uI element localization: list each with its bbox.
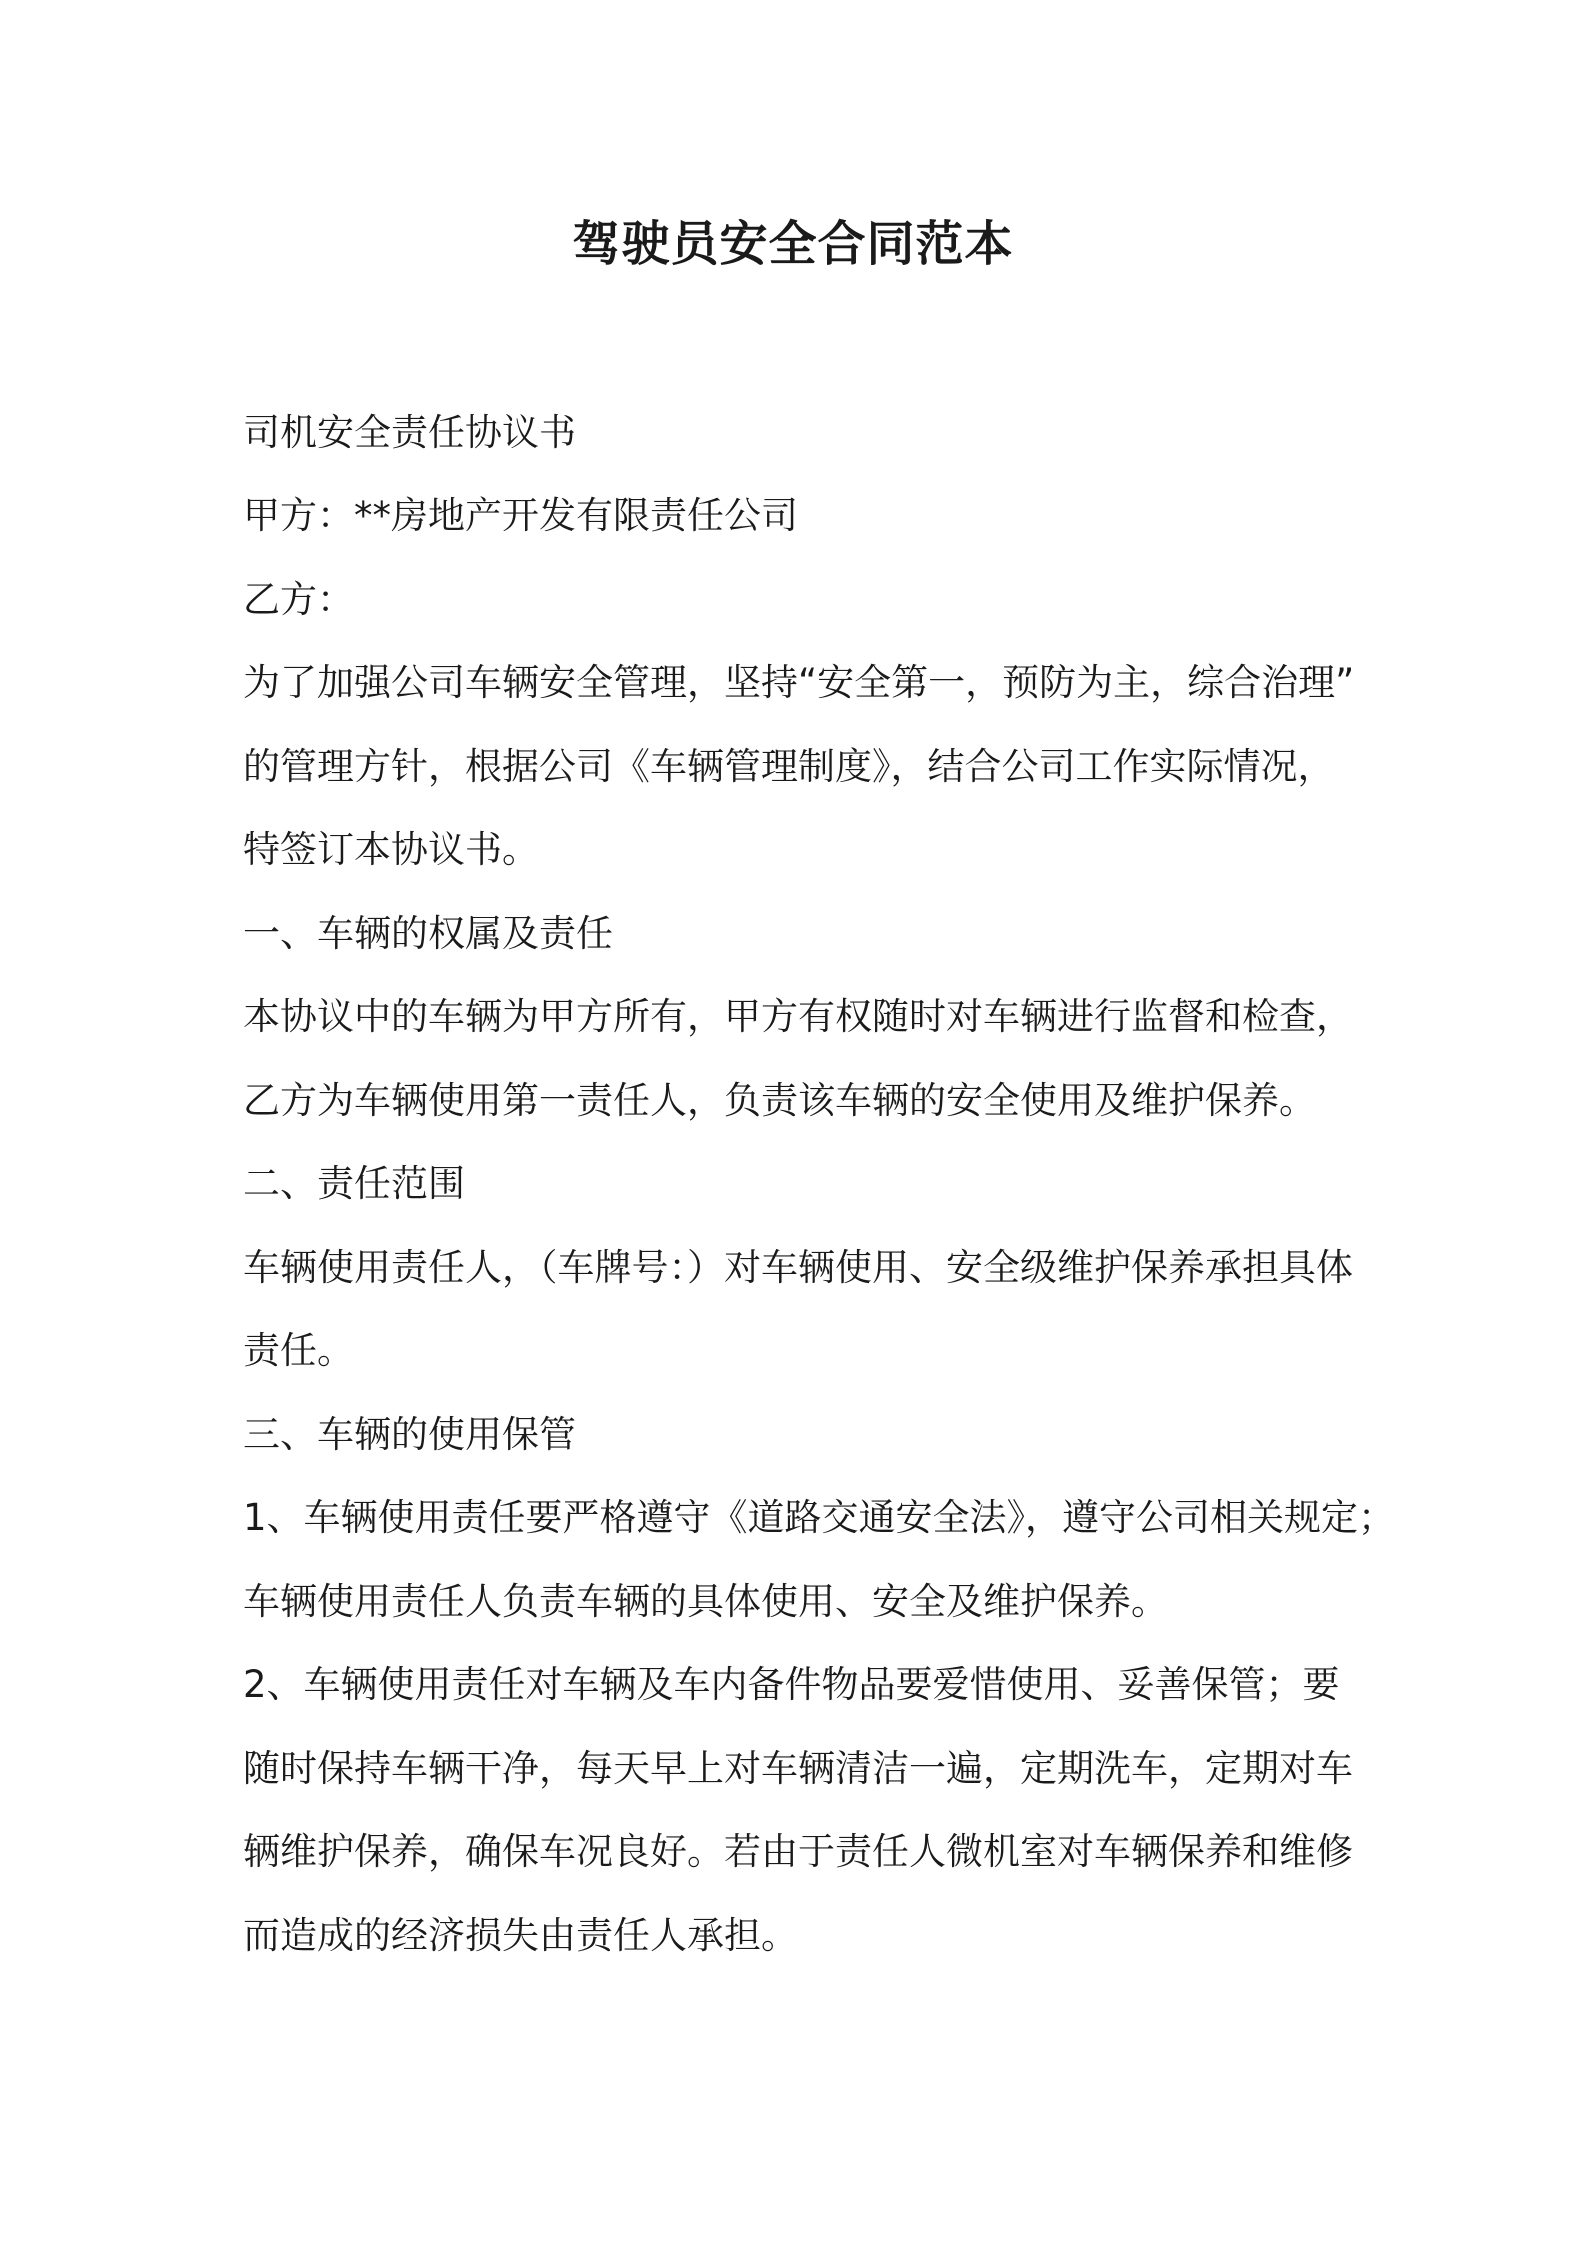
paragraph-line: 本协议中的车辆为甲方所有，甲方有权随时对车辆进行监督和检查， <box>243 995 1353 1038</box>
section-heading: 一、车辆的权属及责任 <box>243 912 613 955</box>
agreement-heading: 司机安全责任协议书 <box>243 411 576 454</box>
paragraph-line: 随时保持车辆干净，每天早上对车辆清洁一遍，定期洗车，定期对车 <box>243 1747 1353 1790</box>
paragraph-line: 2、车辆使用责任对车辆及车内备件物品要爱惜使用、妥善保管；要 <box>243 1663 1340 1706</box>
paragraph-line: 乙方为车辆使用第一责任人，负责该车辆的安全使用及维护保养。 <box>243 1079 1316 1122</box>
paragraph-line: 特签订本协议书。 <box>243 828 539 871</box>
section-heading: 三、车辆的使用保管 <box>243 1413 576 1456</box>
paragraph-line: 车辆使用责任人负责车辆的具体使用、安全及维护保养。 <box>243 1580 1168 1623</box>
paragraph-line: 的管理方针，根据公司《车辆管理制度》，结合公司工作实际情况， <box>243 745 1335 788</box>
section-heading: 二、责任范围 <box>243 1162 465 1205</box>
paragraph-line: 为了加强公司车辆安全管理，坚持“安全第一，预防为主，综合治理” <box>243 661 1355 704</box>
paragraph-line: 责任。 <box>243 1329 354 1372</box>
paragraph-line: 1、车辆使用责任要严格遵守《道路交通安全法》，遵守公司相关规定； <box>243 1496 1396 1539</box>
paragraph-line: 而造成的经济损失由责任人承担。 <box>243 1914 798 1957</box>
party-b-line: 乙方： <box>243 578 354 621</box>
paragraph-line: 辆维护保养，确保车况良好。若由于责任人微机室对车辆保养和维修 <box>243 1830 1353 1873</box>
paragraph-line: 车辆使用责任人，（车牌号：）对车辆使用、安全级维护保养承担具体 <box>243 1246 1353 1289</box>
party-a-line: 甲方：**房地产开发有限责任公司 <box>243 494 798 537</box>
document-title: 驾驶员安全合同范本 <box>572 216 1014 272</box>
